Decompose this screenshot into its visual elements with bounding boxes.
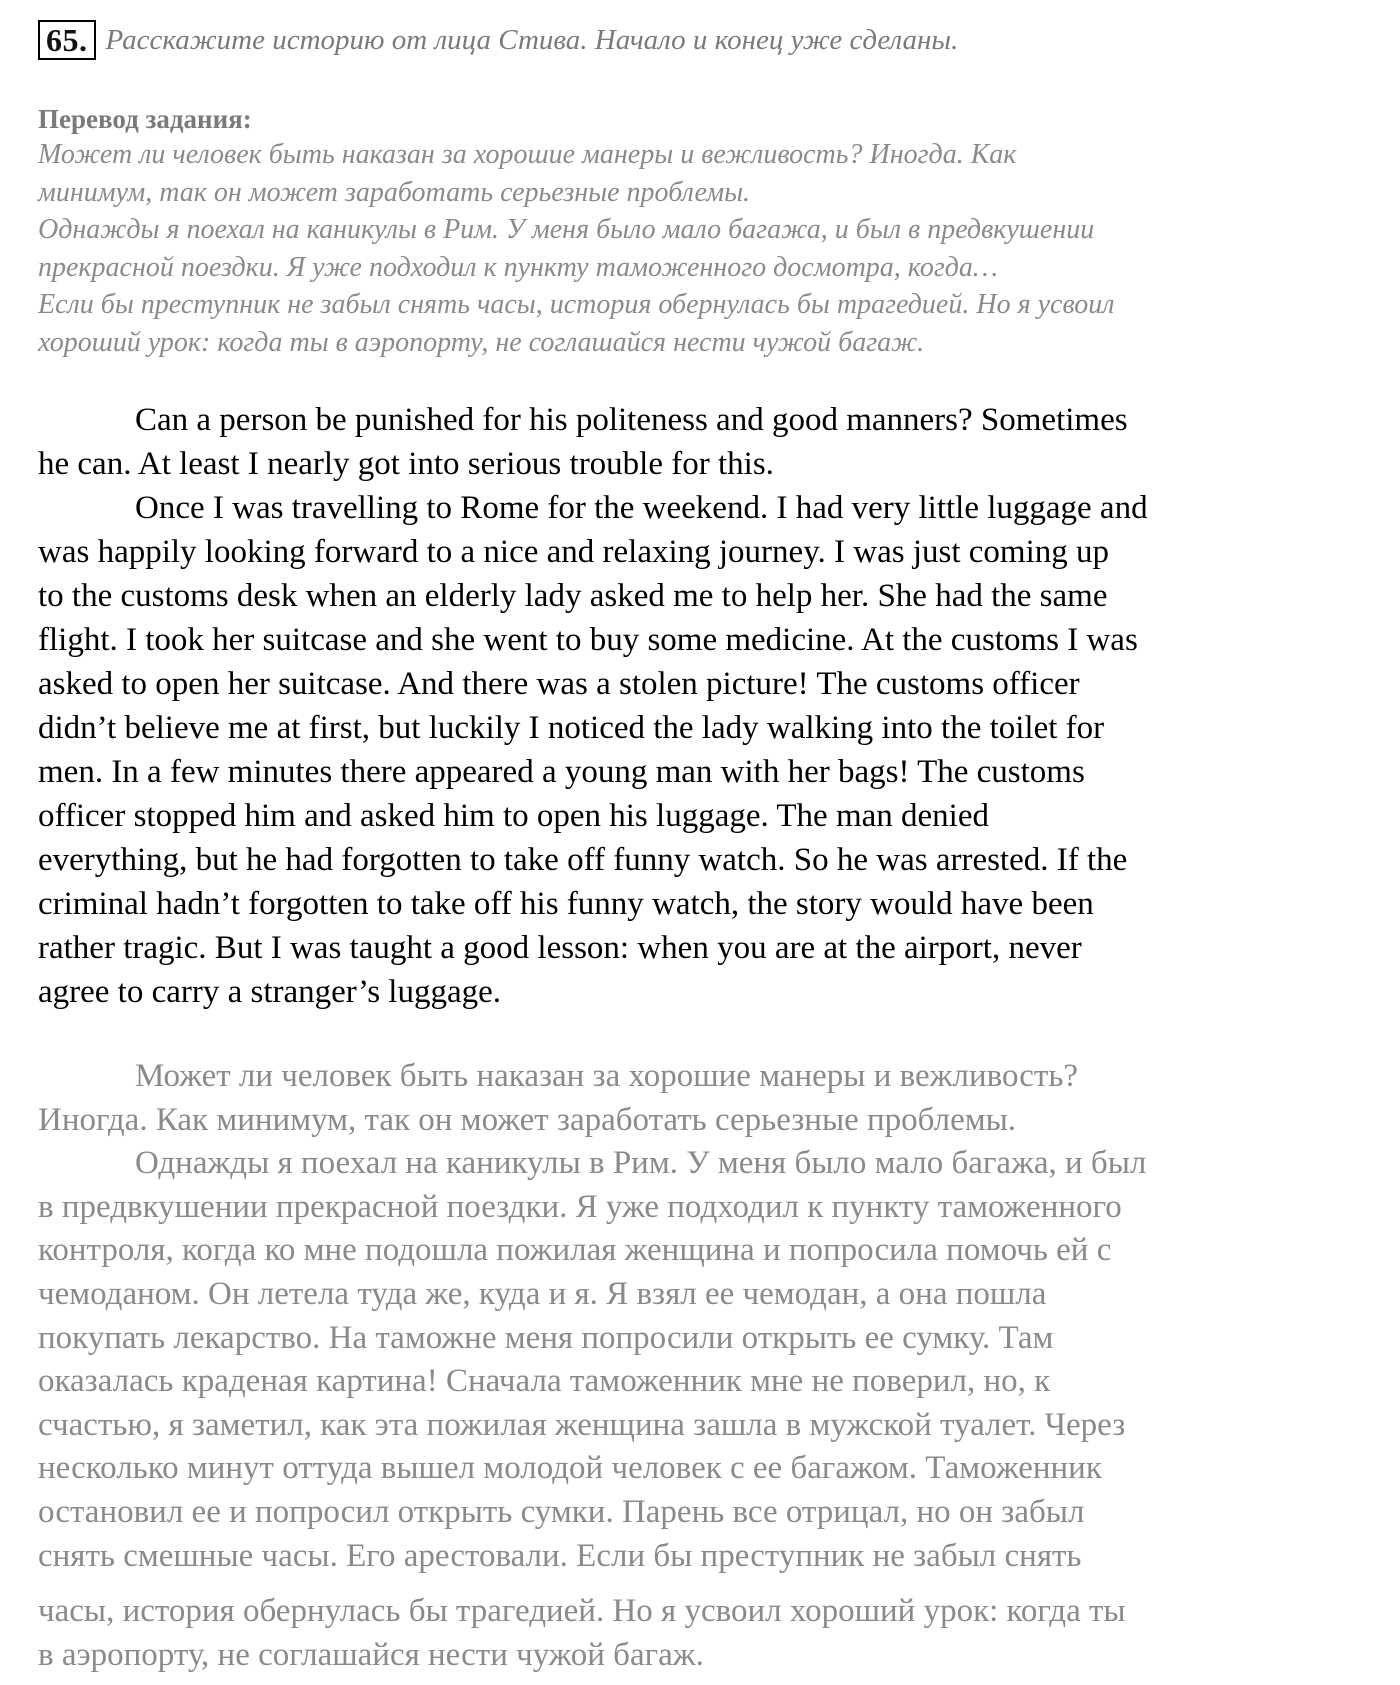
russian-line: счастью, я заметил, как эта пожилая женщина зашла в мужской туалет. Через [38, 1406, 1126, 1443]
task-translation [38, 102, 1368, 361]
russian-line: покупать лекарство. На таможне меня попросили открыть ее сумку. Там [38, 1319, 1054, 1356]
russian-translation [38, 1055, 1358, 1677]
russian-line: Может ли человек быть наказан за хорошие манеры и вежливость? [135, 1058, 1079, 1094]
russian-line: несколько минут оттуда вышел молодой человек с ее багажом. Таможенник [38, 1450, 1102, 1487]
translation-line: Однажды я поехал на каникулы в Рим. У меня было мало багажа, и был в предвкушении [38, 214, 1095, 245]
russian-line: контроля, когда ко мне подошла пожилая женщина и попросила помочь ей с [38, 1232, 1112, 1269]
english-line: men. In a few minutes there appeared a young man with her bags! The customs [38, 754, 1085, 790]
russian-line: чемоданом. Он летела туда же, куда и я. Я взял ее чемодан, а она пошла [38, 1275, 1047, 1312]
english-line: rather tragic. But I was taught a good lesson: when you are at the airport, never [38, 930, 1082, 966]
russian-line: в аэропорту, не соглашайся нести чужой багаж. [38, 1636, 704, 1673]
russian-line: оказалась краденая картина! Сначала таможенник мне не поверил, но, к [38, 1363, 1051, 1400]
english-answer [38, 398, 1358, 1014]
russian-line: снять смешные часы. Его арестовали. Если бы преступник не забыл снять [38, 1537, 1082, 1574]
translation-line: прекрасной поездки. Я уже подходил к пункту таможенного досмотра, когда… [38, 251, 998, 283]
translation-line: минимум, так он может заработать серьезные проблемы. [38, 176, 751, 208]
english-line: Can a person be punished for his politeness and good manners? Sometimes [135, 402, 1128, 438]
task-instruction: Расскажите историю от лица Стива. Начало и конец уже сделаны. [105, 23, 959, 56]
russian-line: Иногда. Как минимум, так он может заработать серьезные проблемы. [38, 1101, 1017, 1138]
english-line: he can. At least I nearly got into serious trouble for this. [38, 446, 774, 482]
english-line: asked to open her suitcase. And there was a stolen picture! The customs officer [38, 666, 1080, 702]
english-line: everything, but he had forgotten to take off funny watch. So he was arrested. If the [38, 842, 1128, 878]
english-line: officer stopped him and asked him to open his luggage. The man denied [38, 798, 989, 834]
task-number: 65. [38, 20, 96, 60]
translation-heading: Перевод задания: [38, 104, 252, 134]
translation-line: Если бы преступник не забыл снять часы, история обернулась бы трагедией. Но я усвоил [38, 289, 1115, 320]
english-line: to the customs desk when an elderly lady asked me to help her. She had the same [38, 578, 1108, 614]
translation-line: Может ли человек быть наказан за хорошие манеры и вежливость? Иногда. Как [38, 139, 1017, 170]
english-line: criminal hadn’t forgotten to take off his funny watch, the story would have been [38, 886, 1094, 922]
english-line: was happily looking forward to a nice and relaxing journey. I was just coming up [38, 534, 1110, 570]
russian-line: Однажды я поехал на каникулы в Рим. У меня было мало багажа, и был [135, 1145, 1147, 1182]
translation-line: хороший урок: когда ты в аэропорту, не соглашайся нести чужой багаж. [38, 326, 925, 358]
english-line: Once I was travelling to Rome for the weekend. I had very little luggage and [135, 490, 1148, 526]
task-header [38, 18, 958, 62]
english-line: agree to carry a stranger’s luggage. [38, 974, 501, 1010]
russian-line: в предвкушении прекрасной поездки. Я уже подходил к пункту таможенного [38, 1188, 1122, 1225]
russian-line: часы, история обернулась бы трагедией. Но я усвоил хороший урок: когда ты [38, 1593, 1126, 1630]
english-line: didn’t believe me at first, but luckily I noticed the lady walking into the toilet for [38, 710, 1105, 746]
english-line: flight. I took her suitcase and she went to buy some medicine. At the customs I was [38, 622, 1138, 658]
russian-line: остановил ее и попросил открыть сумки. Парень все отрицал, но он забыл [38, 1493, 1085, 1530]
